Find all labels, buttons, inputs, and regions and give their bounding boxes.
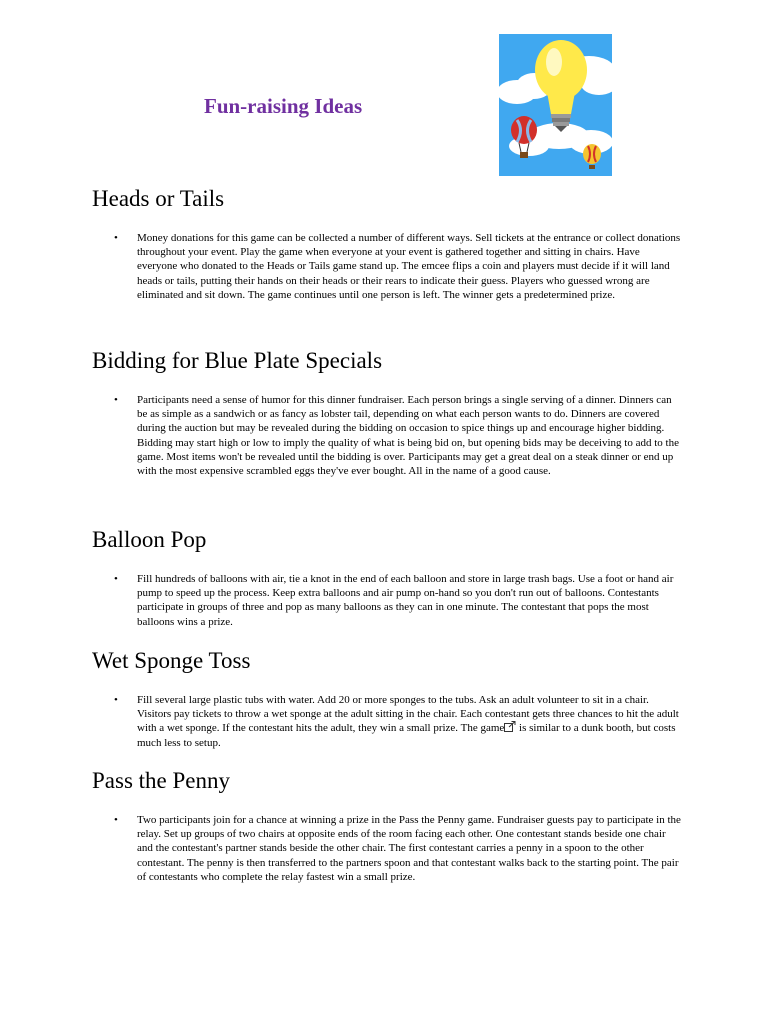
bullet-icon: • [114,814,118,826]
list-item-text-start: Fill several large plastic tubs with water. Add 20 or more sponges to the tubs. Ask an adult volunteer to sit in a chair. Visitors pay tickets to throw a wet sponge at the adult sitting in the chair. Each contestant gets three chances to hit the adult with a wet sponge. If the contestant hits the adult, they win a small prize. The game [137,694,679,735]
list-item-text: Two participants join for a chance at winning a prize in the Pass the Penny game. Fundraiser guests pay to participate in the relay. Set up groups of two chairs at opposite ends of the room facing each other. One contestant stands beside one chair and the contestant's partner stands beside the other chair. The first contestant carries a penny in a spoon to the other contestant. The penny is then transferred to the partners spoon and that contestant walks back to the starting point. The pair of contestants who complete the relay fastest win a small prize. [137,814,681,883]
list-item-text: Participants need a sense of humor for this dinner fundraiser. Each person brings a single serving of a dinner. Dinners can be as simple as a sandwich or as fancy as lobster tail, depending on what each person wants to do. Dinners are covered during the auction but may be revealed during the bidding on occasion to spice things up and encourage higher bidding. Bidding may start high or low to imply the quality of what is being bid on, but opening bids may be deceiving to add to the game. Most items won't be revealed until the bidding is over. Participants may get a great deal on a steak dinner or end up with the most expensive scrambled eggs they've ever bought. All in the name of a good cause. [137,394,679,478]
list-item [92,572,682,629]
list-item [92,693,682,750]
bullet-list [92,393,682,478]
bullet-list [92,231,682,302]
bullet-icon: • [114,394,118,406]
list-item-text: Fill hundreds of balloons with air, tie a knot in the end of each balloon and store in large trash bags. Use a foot or hand air pump to speed up the process. Keep extra balloons and air pump on-hand so you don't run out of balloons. Contestants participate in groups of three and pop as many balloons as they can in one minute. The contestant that pops the most balloons wins a prize. [137,573,674,628]
list-item-text: Money donations for this game can be collected a number of different ways. Sell tickets at the entrance or collect donations throughout your event. Play the game when everyone at your event is gathered together and sitting in chairs. Have everyone who donated to the Heads or Tails game stand up. The emcee flips a coin and players must decide if it will land heads or tails, putting their hands on their heads or their rears to indicate their guess. Players who guessed wrong are eliminated and sit down. The game continues until one person is left. The winner gets a predetermined prize. [137,232,681,301]
section-heading: Bidding for Blue Plate Specials [92,348,383,373]
list-item [92,231,682,302]
list-item-text-end: is similar to a dunk booth, but costs much less to setup. [137,722,676,749]
section-blue-plate-specials [92,347,682,478]
bullet-icon: • [114,694,118,706]
section-pass-the-penny [92,767,682,884]
section-balloon-pop [92,526,682,629]
section-heads-or-tails [92,185,682,302]
bullet-icon: • [114,573,118,585]
bullet-list [92,813,682,884]
section-heading: Heads or Tails [92,186,225,211]
external-link-icon[interactable] [504,721,516,732]
light-bulb-balloon-clipart [499,34,612,176]
section-heading: Pass the Penny [92,768,230,793]
bullet-list [92,572,682,629]
bullet-icon: • [114,232,118,244]
section-heading: Wet Sponge Toss [92,648,251,673]
list-item [92,393,682,478]
list-item [92,813,682,884]
section-wet-sponge-toss [92,647,682,750]
section-heading: Balloon Pop [92,527,207,552]
page-title: Fun-raising Ideas [204,94,363,118]
bullet-list [92,693,682,750]
